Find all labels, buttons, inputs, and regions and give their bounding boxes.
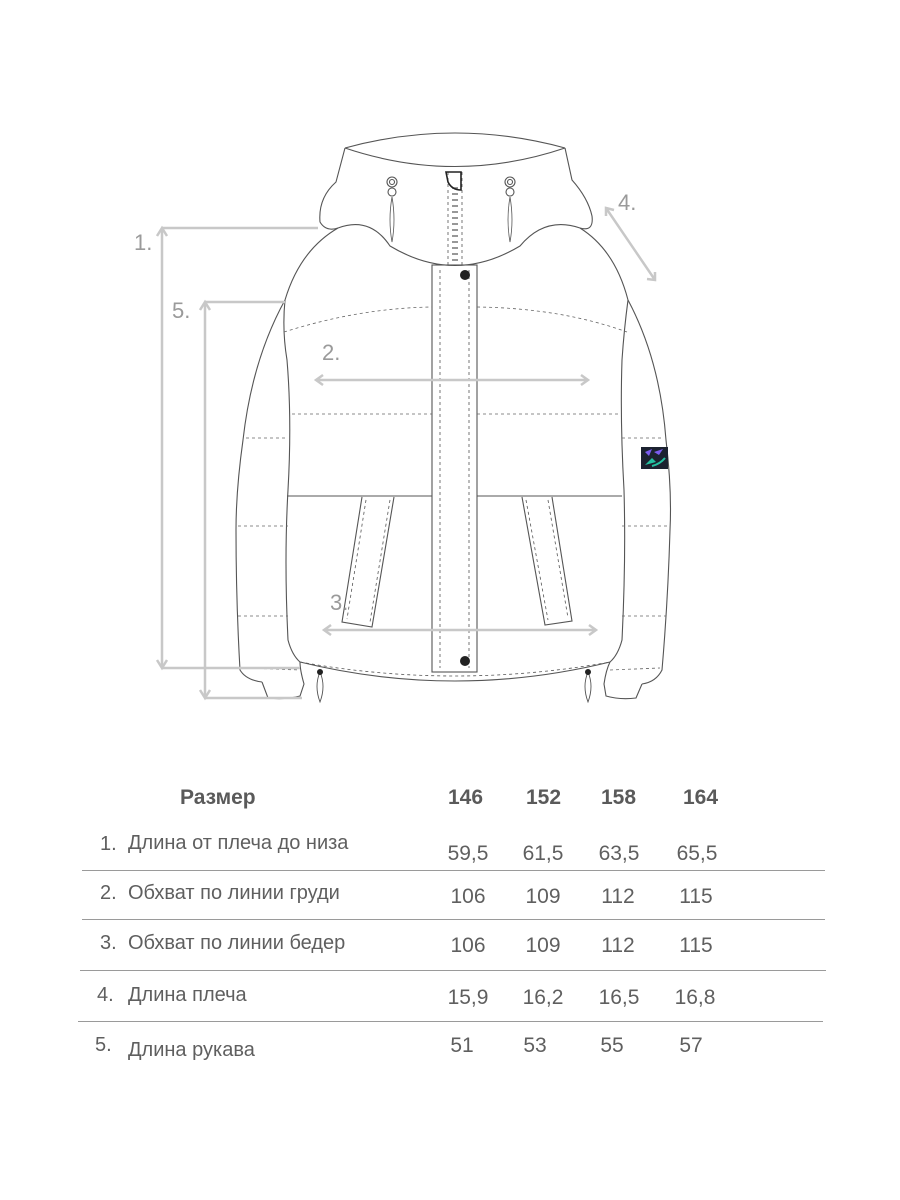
row-label: Длина плеча <box>128 984 247 1006</box>
row-value: 109 <box>525 885 561 908</box>
dim-label-3: 3. <box>330 590 349 615</box>
row-value: 16,8 <box>674 986 716 1009</box>
row-label: Обхват по линии груди <box>128 882 340 904</box>
table-row <box>0 932 900 982</box>
row-value: 115 <box>679 934 713 957</box>
right-sleeve-outer <box>628 300 671 684</box>
row-number: 3. <box>100 932 117 954</box>
row-value: 109 <box>525 934 561 957</box>
row-label: Длина рукава <box>128 1039 255 1061</box>
size-header-146: 146 <box>448 786 484 809</box>
snap-button-bottom <box>460 656 470 666</box>
row-number: 4. <box>97 984 114 1006</box>
row-value: 63,5 <box>598 842 640 865</box>
row-value: 55 <box>600 1034 624 1057</box>
table-row <box>0 830 900 880</box>
dim-label-1: 1. <box>134 230 153 255</box>
table-row <box>0 882 900 932</box>
dim-label-2: 2. <box>322 340 341 365</box>
right-pocket <box>522 497 572 625</box>
left-body-side <box>284 300 300 662</box>
left-pocket <box>342 497 394 627</box>
dim-line-4 <box>606 208 655 280</box>
row-value: 112 <box>601 934 635 957</box>
row-number: 1. <box>100 833 117 855</box>
dim-line-2 <box>316 375 588 385</box>
snap-button-top <box>460 270 470 280</box>
row-value: 106 <box>450 885 486 908</box>
row-divider <box>82 870 825 871</box>
row-value: 57 <box>679 1034 703 1057</box>
brand-badge-icon <box>641 447 668 469</box>
size-header-152: 152 <box>526 786 562 809</box>
hood-top <box>345 133 565 148</box>
row-value: 15,9 <box>447 986 489 1009</box>
row-value: 16,5 <box>598 986 640 1009</box>
dim-label-5: 5. <box>172 298 191 323</box>
left-shoulder <box>285 228 338 300</box>
right-cuff <box>604 662 642 699</box>
row-number: 2. <box>100 882 117 904</box>
dim-line-1 <box>162 228 318 668</box>
right-shoulder <box>580 228 628 300</box>
table-row <box>0 984 900 1034</box>
row-value: 61,5 <box>522 842 564 865</box>
row-value: 51 <box>450 1034 474 1057</box>
row-divider <box>78 1021 823 1022</box>
row-divider <box>80 970 826 971</box>
row-value: 65,5 <box>676 842 718 865</box>
dim-line-3 <box>324 625 596 635</box>
row-number: 5. <box>95 1034 112 1056</box>
row-value: 115 <box>679 885 713 908</box>
dimension-lines <box>157 208 655 698</box>
right-body-side <box>610 300 628 662</box>
row-divider <box>82 919 825 920</box>
row-label: Обхват по линии бедер <box>128 932 346 954</box>
size-header-label: Размер <box>180 786 256 809</box>
dim-label-4: 4. <box>618 190 637 215</box>
left-toggle <box>387 177 397 187</box>
row-value: 112 <box>601 885 635 908</box>
table-row <box>0 1034 900 1084</box>
front-placket <box>432 265 477 672</box>
size-header-158: 158 <box>601 786 637 809</box>
row-value: 53 <box>523 1034 547 1057</box>
row-value: 106 <box>450 934 486 957</box>
row-value: 16,2 <box>522 986 564 1009</box>
row-label: Длина от плеча до низа <box>128 832 349 854</box>
left-sleeve-outer <box>236 300 285 682</box>
size-header-164: 164 <box>683 786 719 809</box>
row-value: 59,5 <box>447 842 489 865</box>
right-toggle <box>505 177 515 187</box>
